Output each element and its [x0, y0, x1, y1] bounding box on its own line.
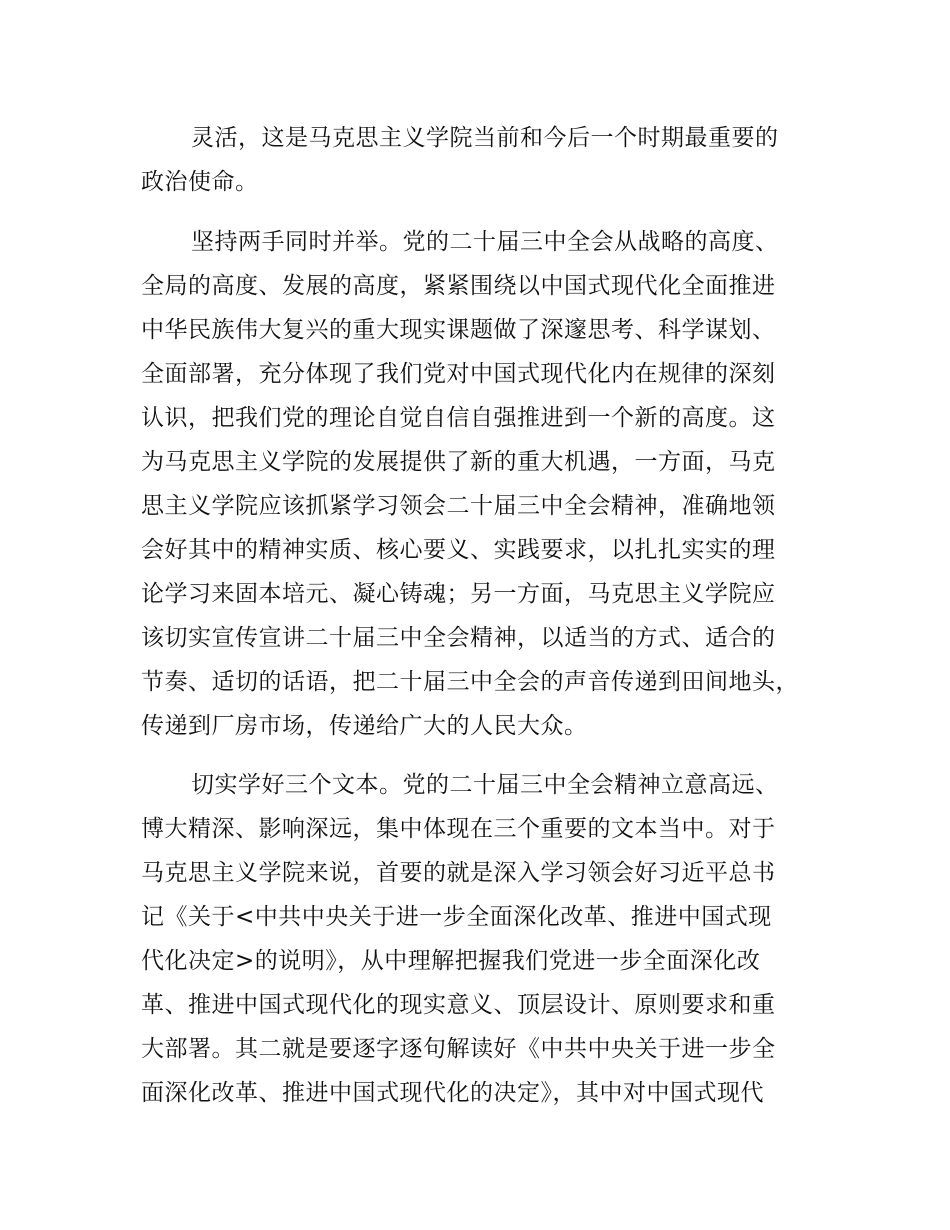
- text-line: 记《关于<中共中央关于进一步全面深化改革、推进中国式现: [141, 904, 772, 930]
- text-line: 代化决定>的说明》，从中理解把握我们党进一步全面深化改: [141, 948, 761, 974]
- text-line: 为马克思主义学院的发展提供了新的重大机遇，一方面，马克: [141, 449, 776, 475]
- text-line: 会好其中的精神实质、核心要义、实践要求，以扎扎实实的理: [141, 537, 776, 563]
- text-line: 中华民族伟大复兴的重大现实课题做了深邃思考、科学谋划、: [141, 317, 776, 343]
- text-line: 传递到厂房市场，传递给广大的人民大众。: [141, 713, 588, 739]
- text-line: 切实学好三个文本。党的二十届三中全会精神立意高远、: [191, 772, 779, 798]
- text-line: 坚持两手同时并举。党的二十届三中全会从战略的高度、: [191, 229, 779, 255]
- text-line: 思主义学院应该抓紧学习领会二十届三中全会精神，准确地领: [141, 493, 776, 519]
- text-line: 论学习来固本培元、凝心铸魂；另一方面，马克思主义学院应: [141, 581, 776, 607]
- text-line: 面深化改革、推进中国式现代化的决定》，其中对中国式现代: [141, 1080, 764, 1106]
- text-line: 马克思主义学院来说，首要的就是深入学习领会好习近平总书: [141, 860, 776, 886]
- text-line: 革、推进中国式现代化的现实意义、顶层设计、原则要求和重: [141, 992, 776, 1018]
- text-line: 全局的高度、发展的高度，紧紧围绕以中国式现代化全面推进: [141, 273, 776, 299]
- text-line: 全面部署，充分体现了我们党对中国式现代化内在规律的深刻: [141, 361, 776, 387]
- text-line: 灵活，这是马克思主义学院当前和今后一个时期最重要的: [191, 125, 779, 151]
- text-line: 政治使命。: [141, 169, 259, 195]
- text-line: 该切实宣传宣讲二十届三中全会精神，以适当的方式、适合的: [141, 625, 776, 651]
- text-line: 大部署。其二就是要逐字逐句解读好《中共中央关于进一步全: [141, 1036, 776, 1062]
- text-line: 节奏、适切的话语，把二十届三中全会的声音传递到田间地头，: [141, 669, 799, 695]
- text-line: 认识，把我们党的理论自觉自信自强推进到一个新的高度。这: [141, 405, 776, 431]
- text-line: 博大精深、影响深远，集中体现在三个重要的文本当中。对于: [141, 816, 776, 842]
